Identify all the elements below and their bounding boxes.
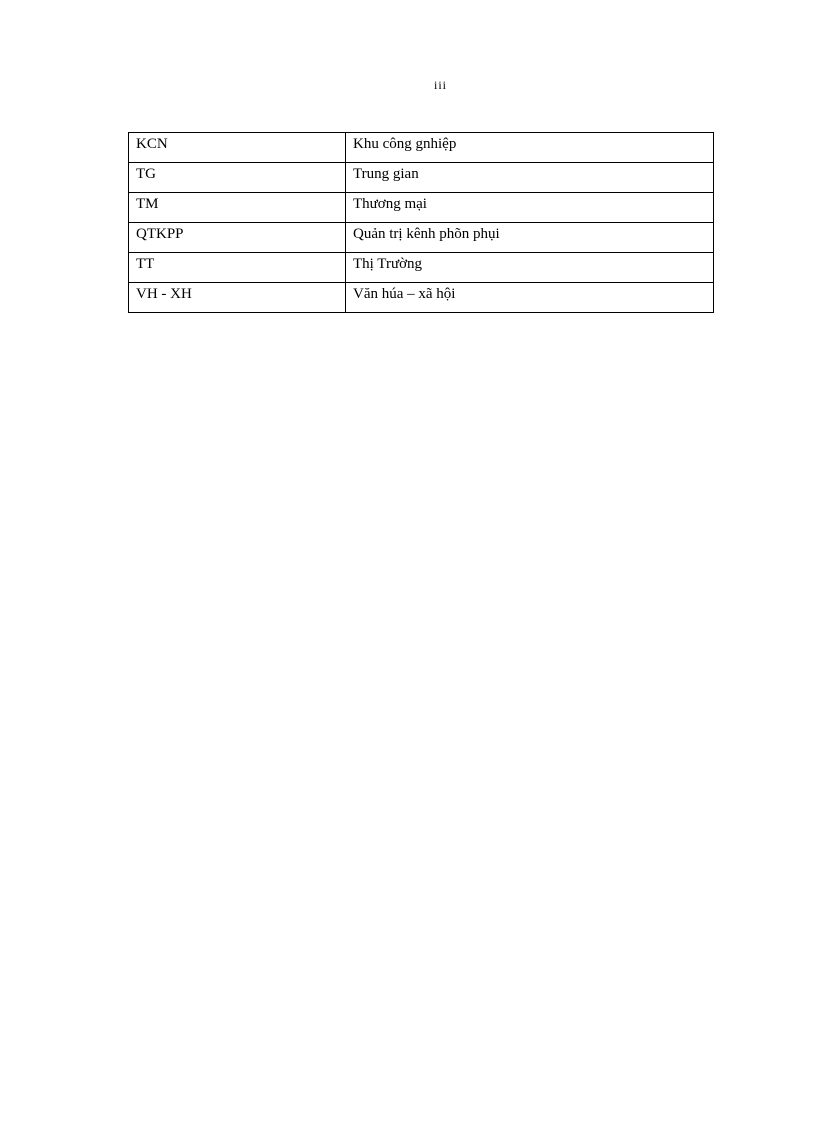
table-row: [129, 133, 714, 163]
table-row: [129, 223, 714, 253]
abbreviation-cell: TM: [129, 193, 346, 223]
abbreviation-cell: VH - XH: [129, 283, 346, 313]
meaning-cell: Khu công gnhiệp: [346, 133, 714, 163]
meaning-cell: Thị Trường: [346, 253, 714, 283]
meaning-cell: Trung gian: [346, 163, 714, 193]
abbreviation-cell: TG: [129, 163, 346, 193]
table-row: [129, 283, 714, 313]
meaning-cell: Văn húa – xã hội: [346, 283, 714, 313]
abbreviation-table: [128, 132, 714, 313]
table-row: [129, 193, 714, 223]
page-number: iii: [433, 78, 447, 92]
abbreviation-cell: KCN: [129, 133, 346, 163]
abbreviation-cell: TT: [129, 253, 346, 283]
table-row: [129, 253, 714, 283]
table-row: [129, 163, 714, 193]
meaning-cell: Quản trị kênh phõn phụi: [346, 223, 714, 253]
abbreviation-cell: QTKPP: [129, 223, 346, 253]
meaning-cell: Thương mại: [346, 193, 714, 223]
